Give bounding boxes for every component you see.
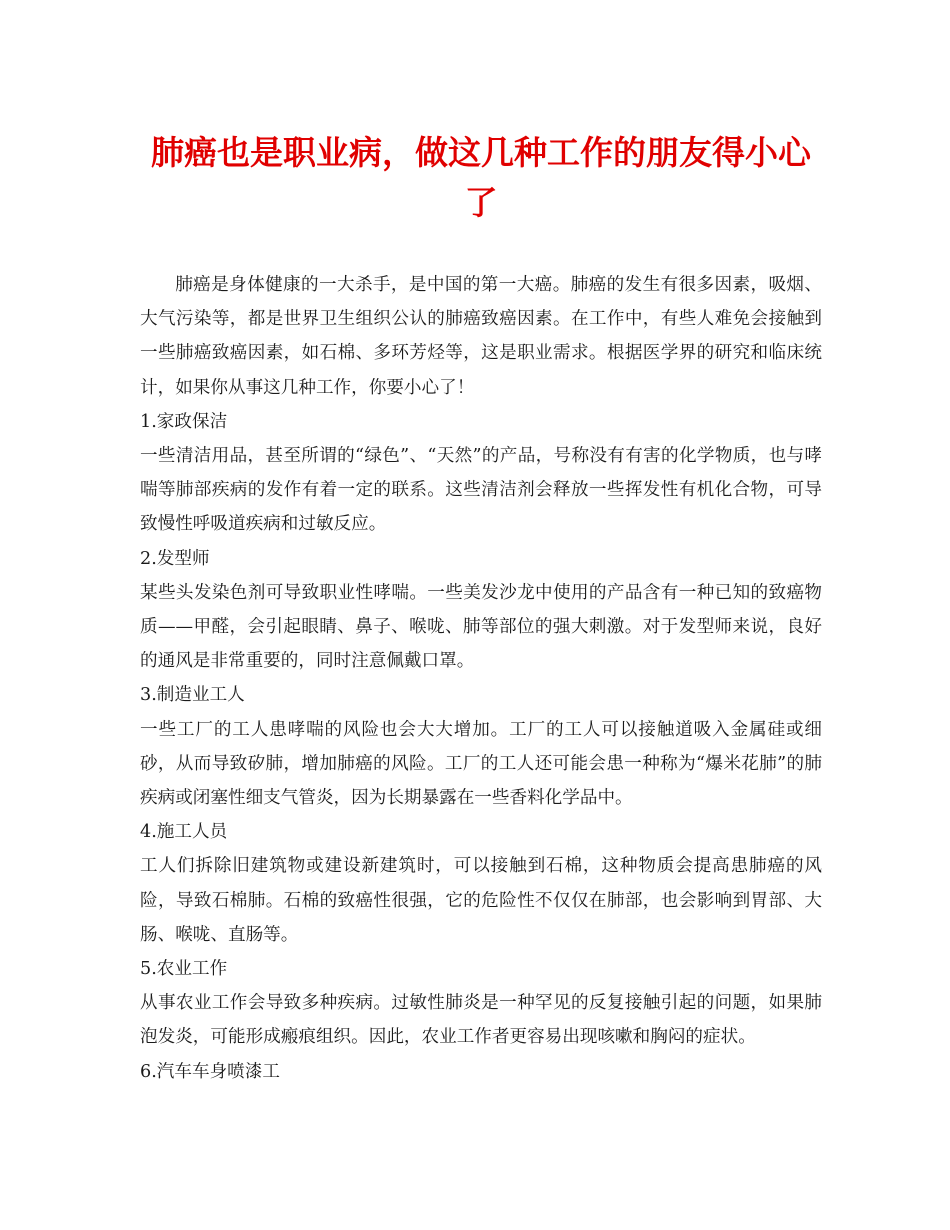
section-heading-2: 2.发型师 [140, 548, 210, 569]
section-heading-3: 3.制造业工人 [140, 685, 245, 706]
section-heading-1: 1.家政保洁 [140, 411, 228, 432]
section-body-1: 一些清洁用品，甚至所谓的“绿色”、“天然”的产品，号称没有有害的化学物质，也与哮喘等肺部疾病的发作有着一定的联系。这些清洁剂会释放一些挥发性有机化合物，可导致慢性呼吸道疾病和过敏反应。 [140, 446, 822, 535]
section-heading-6: 6.汽车车身喷漆工 [140, 1061, 280, 1082]
section-body-2: 某些头发染色剂可导致职业性哮喘。一些美发沙龙中使用的产品含有一种已知的致癌物质——甲醛，会引起眼睛、鼻子、喉咙、肺等部位的强大刺激。对于发型师来说，良好的通风是非常重要的，同时注意佩戴口罩。 [140, 582, 822, 672]
document-page [140, 128, 822, 1089]
section-body-3: 一些工厂的工人患哮喘的风险也会大大增加。工厂的工人可以接触道吸入金属硅或细砂，从而导致矽肺，增加肺癌的风险。工厂的工人还可能会患一种称为“爆米花肺”的肺疾病或闭塞性细支气管炎，因为长期暴露在一些香料化学品中。 [140, 719, 822, 809]
section-heading-4: 4.施工人员 [140, 822, 228, 843]
document-title: 肺癌也是职业病，做这几种工作的朋友得小心了 [151, 133, 811, 222]
section-body-4: 工人们拆除旧建筑物或建设新建筑时，可以接触到石棉，这种物质会提高患肺癌的风险，导致石棉肺。石棉的致癌性很强，它的危险性不仅仅在肺部，也会影响到胃部、大肠、喉咙、直肠等。 [140, 856, 822, 945]
section-body-5: 从事农业工作会导致多种疾病。过敏性肺炎是一种罕见的反复接触引起的问题，如果肺泡发炎，可能形成瘢痕组织。因此，农业工作者更容易出现咳嗽和胸闷的症状。 [140, 993, 822, 1048]
section-heading-5: 5.农业工作 [140, 959, 228, 980]
intro-paragraph: 肺癌是身体健康的一大杀手，是中国的第一大癌。肺癌的发生有很多因素，吸烟、大气污染等，都是世界卫生组织公认的肺癌致癌因素。在工作中，有些人难免会接触到一些肺癌致癌因素，如石棉、多环芳烃等，这是职业需求。根据医学界的研究和临床统计，如果你从事这几种工作，你要小心了！ [140, 275, 822, 398]
